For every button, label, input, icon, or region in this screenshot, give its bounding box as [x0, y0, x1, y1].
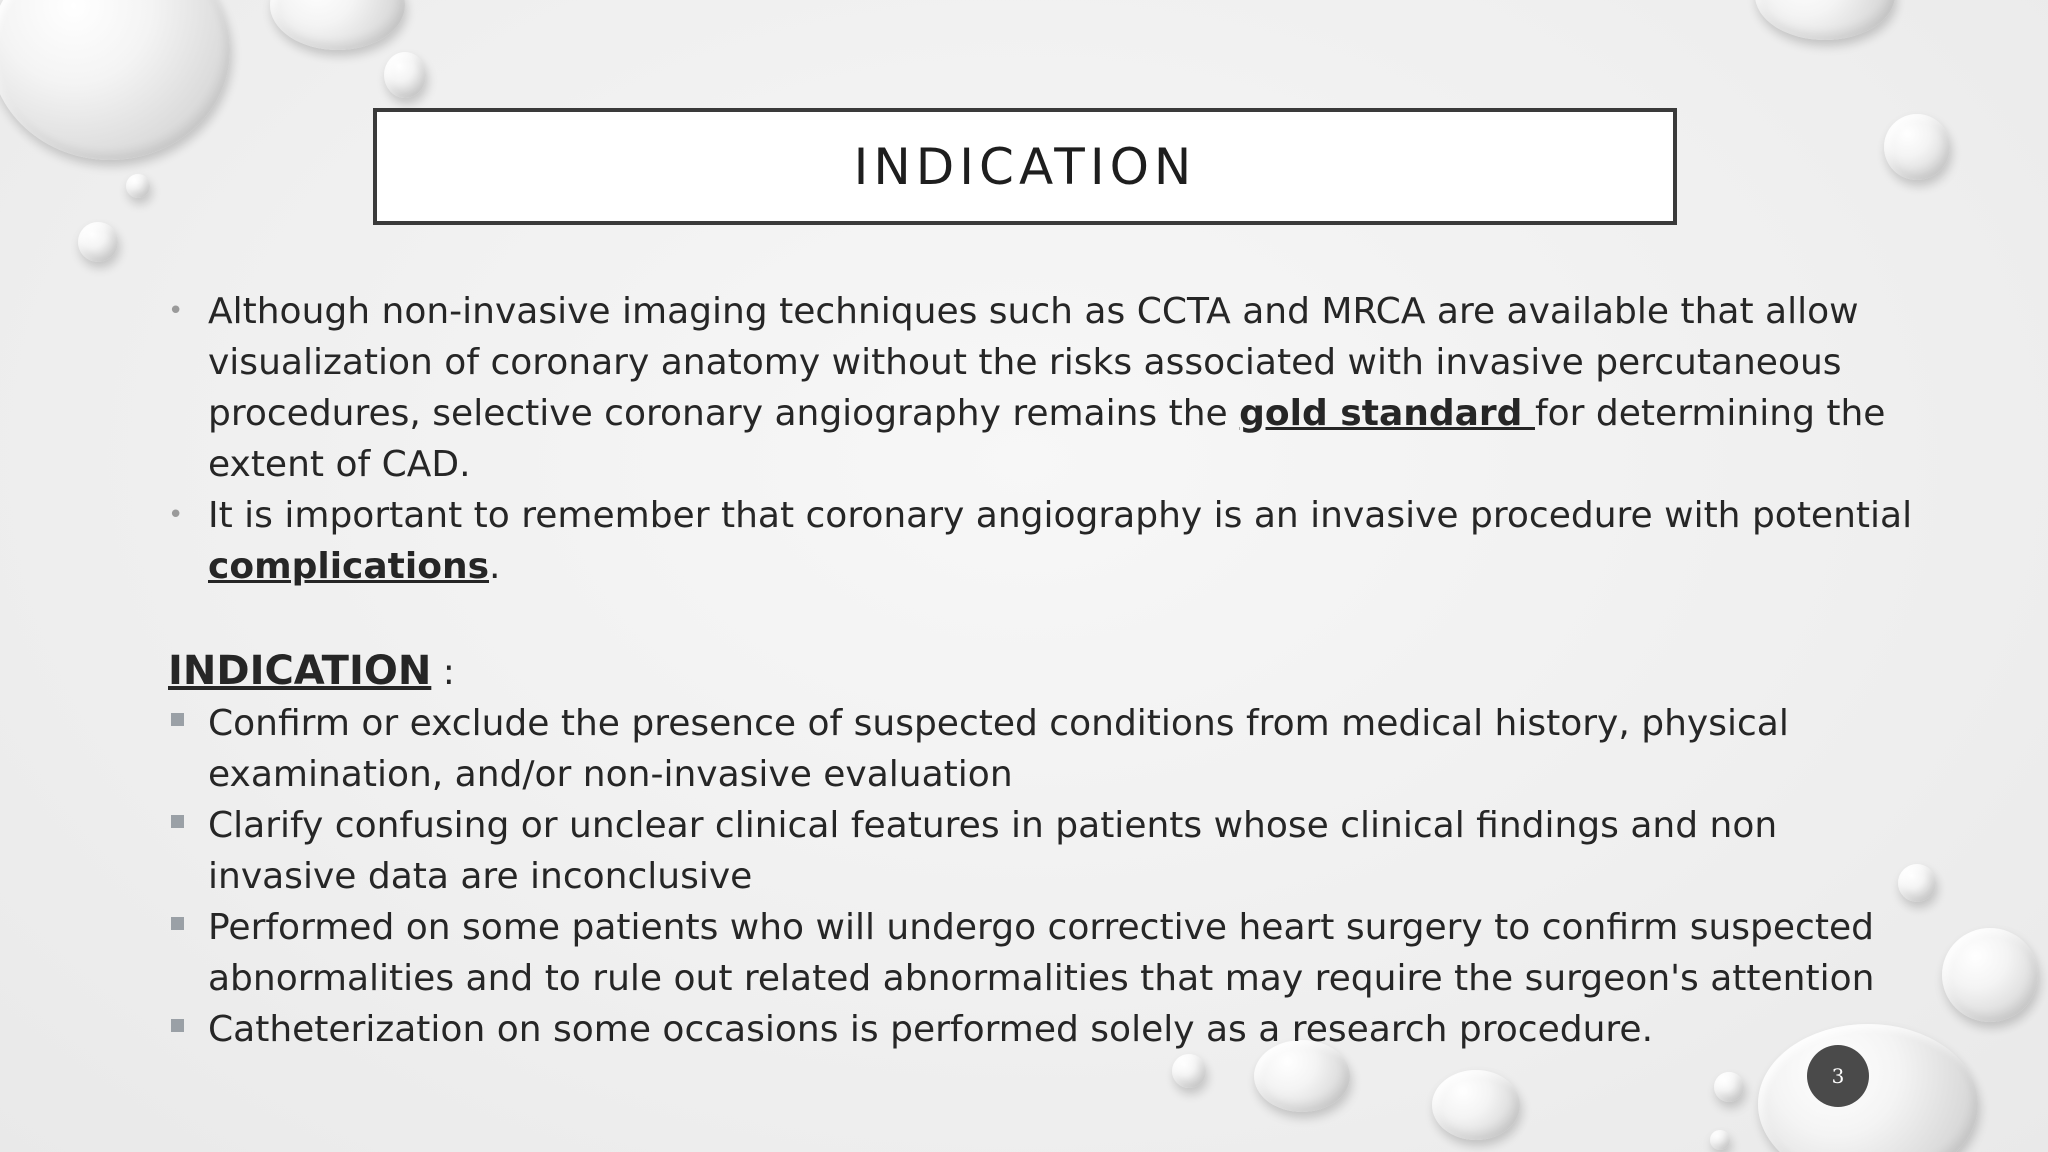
list-item [168, 490, 1928, 592]
slide-content [168, 286, 1928, 1055]
slide-title: INDICATION [853, 137, 1197, 196]
page-number-badge [1807, 1045, 1869, 1107]
water-droplet-icon [1755, 0, 1895, 40]
water-droplet-icon [78, 222, 118, 262]
square-bullet-icon [171, 917, 184, 930]
section-heading-suffix: : [431, 652, 455, 693]
bullet-text: for determining the extent of CAD. [208, 393, 1886, 485]
water-droplet-icon [1714, 1072, 1744, 1102]
water-droplet-icon [1172, 1054, 1206, 1088]
section-heading [168, 646, 1928, 698]
list-item [168, 902, 1928, 1004]
bullet-text: It is important to remember that coronary angiography is an invasive procedure with potential [208, 495, 1913, 536]
spacer [168, 592, 1928, 646]
water-droplet-icon [126, 174, 150, 198]
water-droplet-icon [1884, 114, 1950, 180]
water-droplet-icon [1942, 928, 2038, 1022]
square-bullet-icon [171, 713, 184, 726]
bullet-text: . [489, 546, 501, 587]
water-droplet-icon [1432, 1070, 1520, 1140]
bullet-dot-icon: • [168, 296, 184, 326]
indication-text: Confirm or exclude the presence of suspected conditions from medical history, physical examination, and/or non-invasive evaluation [208, 703, 1789, 795]
square-bullet-icon [171, 815, 184, 828]
list-item [168, 286, 1928, 490]
water-droplet-icon [1710, 1130, 1730, 1150]
bullet-dot-icon: • [168, 500, 184, 530]
title-box [373, 108, 1677, 225]
indication-text: Catheterization on some occasions is performed solely as a research procedure. [208, 1009, 1654, 1050]
emphasis-text: gold standard [1239, 393, 1535, 434]
page-number: 3 [1831, 1064, 1845, 1088]
emphasis-text: complications [208, 546, 490, 587]
list-item [168, 698, 1928, 800]
water-droplet-icon [270, 0, 405, 50]
section-heading-text: INDICATION [168, 648, 432, 694]
water-droplet-icon [384, 52, 426, 98]
water-droplet-icon [0, 0, 230, 160]
bullet-text: Although non-invasive imaging techniques such as CCTA and MRCA are available that allow visualization of coronary anatomy without the risks associated with invasive percutaneous procedures, selective coronary angiography remains the [208, 291, 1859, 434]
list-item [168, 800, 1928, 902]
indication-text: Clarify confusing or unclear clinical features in patients whose clinical findings and non invasive data are inconclusive [208, 805, 1778, 897]
indication-text: Performed on some patients who will undergo corrective heart surgery to confirm suspected abnormalities and to rule out related abnormalities that may require the surgeon's attention [208, 907, 1875, 999]
square-bullet-icon [171, 1019, 184, 1032]
list-item [168, 1004, 1928, 1055]
